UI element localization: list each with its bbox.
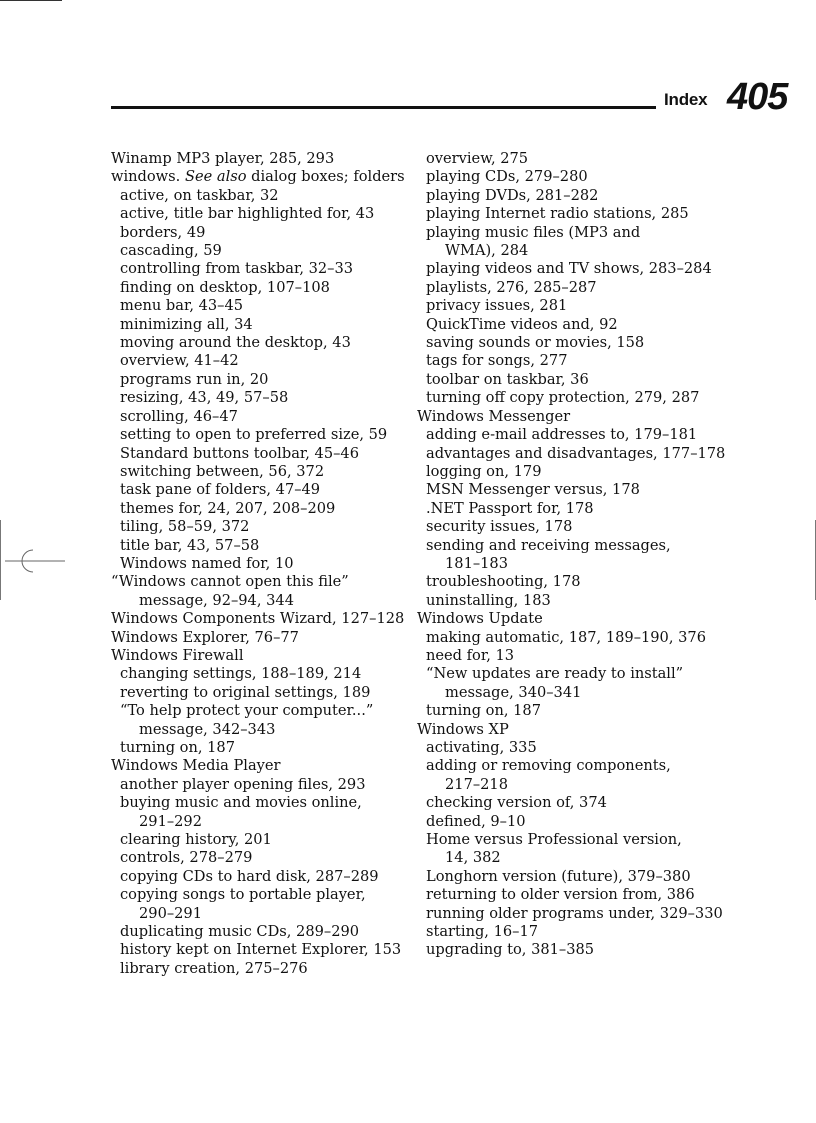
entry-text: title bar, 43, 57–58 <box>120 536 260 554</box>
entry-text: checking version of, 374 <box>426 794 607 812</box>
entry-text: message, 340–341 <box>445 683 582 701</box>
index-subentry <box>111 316 401 334</box>
entry-text: Longhorn version (future), 379–380 <box>426 867 691 885</box>
index-subentry <box>417 537 717 555</box>
index-subentry <box>111 408 401 426</box>
entry-text: playlists, 276, 285–287 <box>426 278 597 296</box>
index-subentry <box>111 187 401 205</box>
entry-text: resizing, 43, 49, 57–58 <box>120 389 289 407</box>
entry-text: cascading, 59 <box>120 242 222 260</box>
page-number: 405 <box>727 76 788 118</box>
index-subentry <box>417 831 717 849</box>
index-entry-continuation <box>417 849 717 867</box>
entry-text: adding or removing components, <box>426 757 671 775</box>
index-subentry <box>417 904 723 923</box>
index-subentry <box>417 665 717 683</box>
entry-text: scrolling, 46–47 <box>120 407 238 425</box>
entry-text: Windows Update <box>417 610 543 628</box>
entry-text: playing music files (MP3 and <box>426 223 641 241</box>
entry-text: security issues, 178 <box>426 518 573 536</box>
index-subentry <box>111 518 401 536</box>
entry-text: toolbar on taskbar, 36 <box>426 370 589 388</box>
index-entry-main <box>111 573 401 591</box>
index-entry-continuation <box>417 684 717 702</box>
entry-text: overview, 41–42 <box>120 352 239 370</box>
index-subentry <box>417 150 717 168</box>
index-column-left <box>111 150 405 978</box>
entry-text: need for, 13 <box>426 646 515 664</box>
entry-text: clearing history, 201 <box>120 831 272 849</box>
index-subentry <box>417 647 717 665</box>
entry-text: “Windows cannot open this file” <box>111 573 349 591</box>
index-subentry <box>417 297 717 315</box>
index-subentry <box>417 463 717 481</box>
entry-text: playing CDs, 279–280 <box>426 168 588 186</box>
entry-text: borders, 49 <box>120 223 206 241</box>
entry-text: playing DVDs, 281–282 <box>426 186 599 204</box>
entry-text: active, title bar highlighted for, 43 <box>120 205 375 223</box>
index-subentry <box>417 444 726 463</box>
entry-text: themes for, 24, 207, 208–209 <box>120 499 336 517</box>
index-subentry <box>111 205 401 223</box>
index-entry-continuation <box>111 813 401 831</box>
index-subentry <box>111 463 401 481</box>
index-subentry <box>111 555 401 573</box>
index-subentry <box>417 187 717 205</box>
index-subentry <box>111 665 401 683</box>
entry-text: controlling from taskbar, 32–33 <box>120 260 354 278</box>
entry-text: turning off copy protection, 279, 287 <box>426 389 700 407</box>
entry-text: WMA), 284 <box>445 242 529 260</box>
entry-text: another player opening files, 293 <box>120 775 366 793</box>
index-subentry <box>111 224 401 242</box>
entry-text: sending and receiving messages, <box>426 536 671 554</box>
entry-text: Standard buttons toolbar, 45–46 <box>120 444 359 462</box>
entry-text: duplicating music CDs, 289–290 <box>120 923 360 941</box>
entry-text: switching between, 56, 372 <box>120 462 325 480</box>
entry-text: history kept on Internet Explorer, 153 <box>120 941 402 959</box>
entry-text: overview, 275 <box>426 150 529 167</box>
index-subentry <box>111 868 401 886</box>
entry-text: Windows Components Wizard, 127–128 <box>111 610 405 628</box>
index-entry-main <box>417 721 717 739</box>
entry-text: turning on, 187 <box>426 702 542 720</box>
index-subentry <box>417 224 717 242</box>
entry-text: copying CDs to hard disk, 287–289 <box>120 867 379 885</box>
index-subentry <box>111 923 401 941</box>
binding-edge-line <box>0 520 1 600</box>
entry-text: active, on taskbar, 32 <box>120 186 279 204</box>
entry-text: menu bar, 43–45 <box>120 297 244 315</box>
index-entry-continuation <box>111 905 401 923</box>
entry-text: uninstalling, 183 <box>426 591 551 609</box>
crop-mark <box>0 0 62 1</box>
entry-text: message, 342–343 <box>139 720 276 738</box>
entry-text-after: dialog boxes; folders <box>246 168 405 186</box>
entry-text: message, 92–94, 344 <box>139 591 294 609</box>
entry-text: reverting to original settings, 189 <box>120 683 371 701</box>
index-subentry <box>417 371 717 389</box>
entry-text: tiling, 58–59, 372 <box>120 518 250 536</box>
index-subentry <box>417 941 717 959</box>
entry-text: 14, 382 <box>445 849 501 867</box>
index-subentry <box>417 868 717 886</box>
entry-text: Windows Firewall <box>111 646 244 664</box>
index-subentry <box>111 684 401 702</box>
entry-text: controls, 278–279 <box>120 849 253 867</box>
index-subentry <box>417 334 717 352</box>
index-entry-continuation <box>111 721 401 739</box>
index-entry-main <box>111 647 401 665</box>
index-subentry <box>417 500 717 518</box>
index-subentry <box>111 960 401 978</box>
index-subentry <box>417 518 717 536</box>
entry-text: advantages and disadvantages, 177–178 <box>426 444 726 462</box>
index-entry-continuation <box>417 555 717 573</box>
index-subentry <box>417 260 717 278</box>
index-column-right <box>417 150 726 960</box>
entry-text: minimizing all, 34 <box>120 315 253 333</box>
index-subentry <box>111 849 401 867</box>
entry-text: running older programs under, 329–330 <box>426 904 723 922</box>
index-subentry <box>111 297 401 315</box>
entry-text: Windows named for, 10 <box>120 554 294 572</box>
index-entry-continuation <box>111 592 401 610</box>
entry-text: copying songs to portable player, <box>120 886 366 904</box>
index-subentry <box>417 886 717 904</box>
entry-text: windows. <box>111 168 185 186</box>
index-subentry <box>111 352 401 370</box>
entry-text: logging on, 179 <box>426 462 542 480</box>
index-subentry <box>111 702 401 720</box>
index-subentry <box>111 389 401 407</box>
entry-text: returning to older version from, 386 <box>426 886 695 904</box>
index-subentry <box>111 481 401 499</box>
index-subentry <box>417 389 717 407</box>
entry-text: Windows Explorer, 76–77 <box>111 628 299 646</box>
index-subentry <box>111 831 401 849</box>
entry-text: defined, 9–10 <box>426 812 526 830</box>
entry-text: saving sounds or movies, 158 <box>426 334 645 352</box>
index-subentry <box>417 794 717 812</box>
index-subentry <box>417 316 717 334</box>
index-subentry <box>417 481 717 499</box>
entry-text: Windows XP <box>417 720 509 738</box>
index-subentry <box>417 629 717 647</box>
index-subentry <box>417 757 717 775</box>
entry-text: buying music and movies online, <box>120 794 362 812</box>
entry-text: Windows Messenger <box>417 407 571 425</box>
index-entry-main <box>417 408 717 426</box>
entry-text: QuickTime videos and, 92 <box>426 315 618 333</box>
index-subentry <box>111 739 401 757</box>
index-entry-main <box>417 610 717 628</box>
index-subentry <box>111 279 401 297</box>
index-subentry <box>111 426 401 444</box>
entry-text: library creation, 275–276 <box>120 959 308 977</box>
index-entry-main <box>111 629 401 647</box>
index-entry-main <box>111 610 405 628</box>
index-subentry <box>111 886 401 904</box>
registration-mark-icon <box>5 546 65 576</box>
index-subentry <box>111 445 401 463</box>
entry-text: moving around the desktop, 43 <box>120 334 351 352</box>
index-subentry <box>417 739 717 757</box>
see-also-reference: See also <box>184 168 247 186</box>
index-subentry <box>417 813 717 831</box>
index-subentry <box>111 500 401 518</box>
entry-text: adding e-mail addresses to, 179–181 <box>426 426 698 444</box>
entry-text: “New updates are ready to install” <box>426 665 684 683</box>
entry-text: Winamp MP3 player, 285, 293 <box>111 150 335 167</box>
entry-text: upgrading to, 381–385 <box>426 941 595 959</box>
entry-text: 290–291 <box>139 904 203 922</box>
index-subentry <box>417 279 717 297</box>
index-subentry <box>417 573 717 591</box>
index-subentry <box>417 205 717 223</box>
entry-text: “To help protect your computer...” <box>120 702 374 720</box>
entry-text: turning on, 187 <box>120 739 236 756</box>
running-header: Index <box>664 90 708 109</box>
entry-text: 217–218 <box>445 775 509 793</box>
index-subentry <box>417 426 717 444</box>
entry-text: privacy issues, 281 <box>426 297 568 315</box>
entry-text: programs run in, 20 <box>120 370 269 388</box>
entry-text: playing videos and TV shows, 283–284 <box>426 260 712 278</box>
entry-text: Windows Media Player <box>111 757 281 775</box>
entry-text: making automatic, 187, 189–190, 376 <box>426 628 706 646</box>
index-subentry <box>111 371 401 389</box>
index-entry-continuation <box>417 776 717 794</box>
entry-text: tags for songs, 277 <box>426 352 568 370</box>
index-subentry <box>111 776 401 794</box>
index-subentry <box>417 168 717 186</box>
entry-text: playing Internet radio stations, 285 <box>426 205 689 223</box>
entry-text: finding on desktop, 107–108 <box>120 278 330 296</box>
header-rule <box>111 106 656 109</box>
entry-text: 181–183 <box>445 554 509 572</box>
index-entry-main <box>111 150 401 168</box>
index-subentry <box>111 242 401 260</box>
index-subentry <box>417 702 717 720</box>
index-subentry <box>111 334 401 352</box>
entry-text: MSN Messenger versus, 178 <box>426 481 640 499</box>
index-entry-main <box>111 168 405 186</box>
index-subentry <box>111 941 401 959</box>
index-subentry <box>111 537 401 555</box>
index-subentry <box>111 794 401 812</box>
entry-text: .NET Passport for, 178 <box>426 499 594 517</box>
index-subentry <box>417 923 717 941</box>
entry-text: task pane of folders, 47–49 <box>120 481 321 499</box>
entry-text: setting to open to preferred size, 59 <box>120 426 388 444</box>
entry-text: 291–292 <box>139 812 203 830</box>
index-entry-continuation <box>417 242 717 260</box>
entry-text: changing settings, 188–189, 214 <box>120 665 362 683</box>
entry-text: activating, 335 <box>426 739 537 756</box>
index-subentry <box>417 592 717 610</box>
index-entry-main <box>111 757 401 775</box>
index-subentry <box>111 260 401 278</box>
index-subentry <box>417 352 717 370</box>
entry-text: starting, 16–17 <box>426 923 539 941</box>
entry-text: troubleshooting, 178 <box>426 573 581 591</box>
entry-text: Home versus Professional version, <box>426 831 682 849</box>
